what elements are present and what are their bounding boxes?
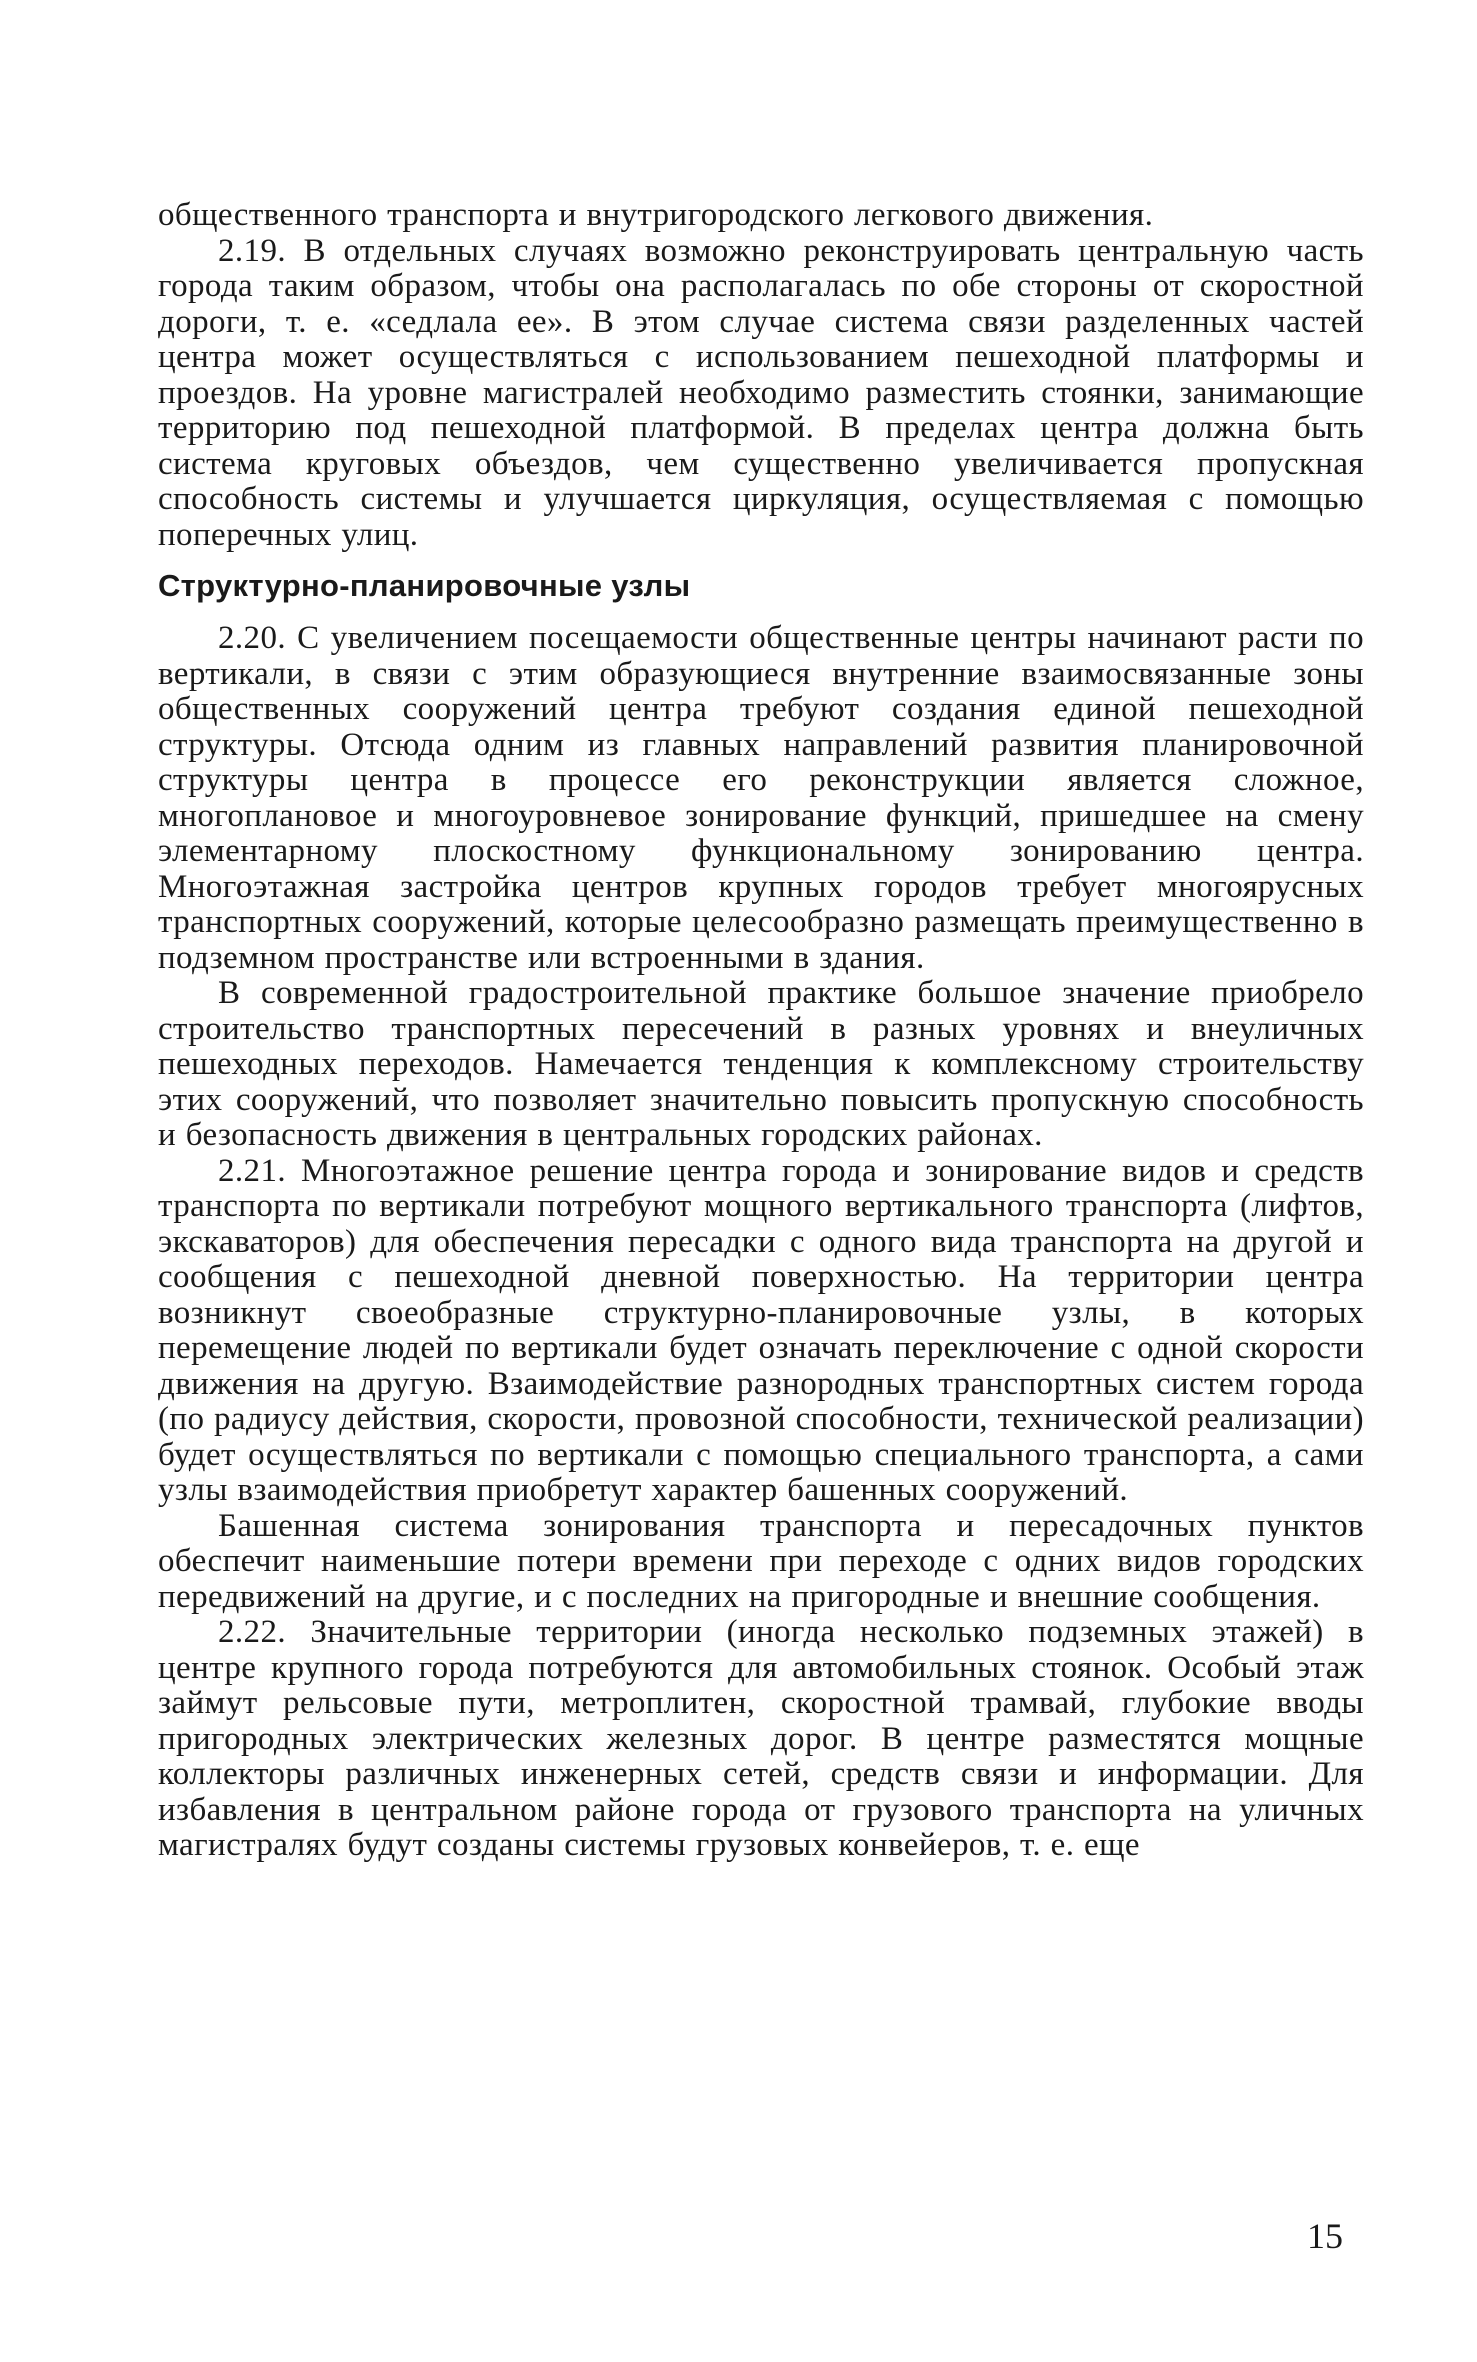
paragraph-2-22: 2.22. Значительные территории (иногда несколько подземных этажей) в центре крупного города потребуются для автомобильных стоянок. Особый этаж займут рельсовые пути, метроплитен, скоростной трамвай, глубокие вводы пригородных электрических железных дорог. В центре разместятся мощные коллекторы различных инженерных сетей, средств связи и информации. Для избавления в центральном районе города от грузового транспорта на уличных магистралях будут созданы системы грузовых конвейеров, т. е. еще [158, 1614, 1364, 1863]
paragraph-2-21-continued: Башенная система зонирования транспорта и пересадочных пунктов обеспечит наименьшие потери времени при переходе с одних видов городских передвижений на другие, и с последних на пригородные и внешние сообщения. [158, 1507, 1364, 1615]
paragraph-continued: общественного транспорта и внутригородского легкового движения. [158, 197, 1154, 233]
section-heading: Структурно-планировочные узлы [158, 568, 691, 603]
paragraph-2-21: 2.21. Многоэтажное решение центра города и зонирование видов и средств транспорта по вертикали потребуют мощного вертикального транспорта (лифтов, экскаваторов) для обеспечения пересадки с одного вида транспорта на другой и сообщения с пешеходной дневной поверхностью. На территории центра возникнут своеобразные структурно-планировочные узлы, в которых перемещение людей по вертикали будет означать переключение с одной скорости движения на другую. Взаимодействие разнородных транспортных систем города (по радиусу действия, скорости, провозной способности, технической реализации) будет осуществляться по вертикали с помощью специального транспорта, а сами узлы взаимодействия приобретут характер башенных сооружений. [158, 1152, 1364, 1508]
paragraph-2-20-continued: В современной градостроительной практике большое значение приобрело строительство транспортных пересечений в разных уровнях и внеуличных пешеходных переходов. Намечается тенденция к комплексному строительству этих сооружений, что позволяет значительно повысить пропускную способность и безопасность движения в центральных городских районах. [158, 975, 1364, 1153]
paragraph-2-19: 2.19. В отдельных случаях возможно реконструировать центральную часть города таким образом, чтобы она располагалась по обе стороны от скоростной дороги, т. е. «седлала ее». В этом случае система связи разделенных частей центра может осуществляться с использованием пешеходной платформы и проездов. На уровне магистралей необходимо разместить стоянки, занимающие территорию под пешеходной платформой. В пределах центра должна быть система круговых объездов, чем существенно увеличивается пропускная способность системы и улучшается циркуляция, осуществляемая с помощью поперечных улиц. [158, 232, 1364, 553]
paragraph-2-20: 2.20. С увеличением посещаемости общественные центры начинают расти по вертикали, в связи с этим образующиеся внутренние взаимосвязанные зоны общественных сооружений центра требуют создания единой пешеходной структуры. Отсюда одним из главных направлений развития планировочной структуры центра в процессе его реконструкции является сложное, многоплановое и многоуровневое зонирование функций, пришедшее на смену элементарному плоскостному функциональному зонированию центра. Многоэтажная застройка центров крупных городов требует многоярусных транспортных сооружений, которые целесообразно размещать преимущественно в подземном пространстве или встроенными в здания. [158, 620, 1364, 976]
page-number: 15 [1307, 2216, 1343, 2256]
book-page [158, 198, 1364, 1864]
